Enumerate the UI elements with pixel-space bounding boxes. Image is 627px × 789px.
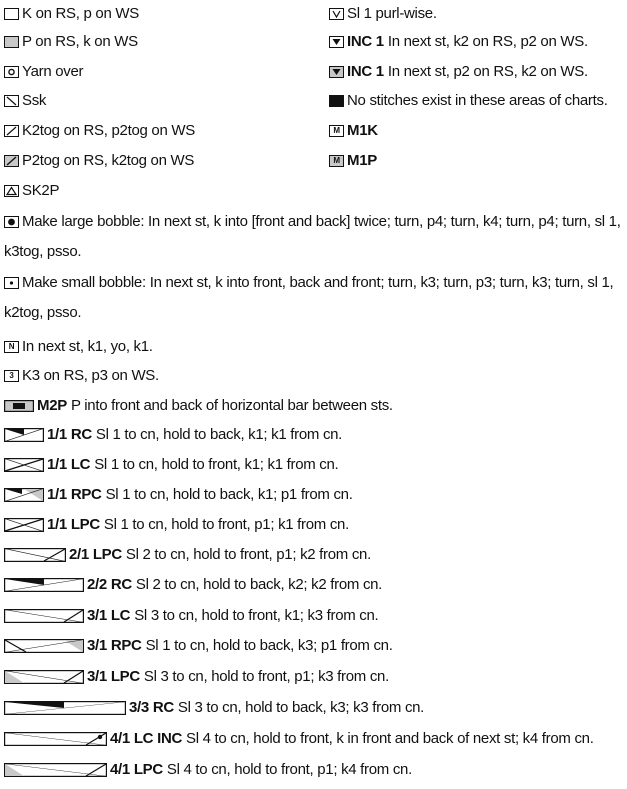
cable-3-3-rc	[4, 698, 424, 718]
cable-1-1-lc	[4, 455, 338, 475]
cable-3-1-lc-icon	[4, 609, 84, 623]
cable-text: Sl 1 to cn, hold to front, p1; k1 from cn.	[103, 516, 349, 533]
n-icon: N	[4, 341, 19, 353]
legend-no-stitch	[329, 91, 608, 111]
k3-icon: 3	[4, 370, 19, 382]
legend-text: P2tog on RS, k2tog on WS	[22, 152, 195, 169]
cable-4-1-lc-inc	[4, 729, 594, 749]
cable-1-1-lpc	[4, 515, 349, 535]
cable-4-1-lpc	[4, 760, 412, 780]
cable-1-1-lpc-icon	[4, 518, 44, 532]
legend-text: K on RS, p on WS	[22, 5, 139, 22]
legend-bold: M1K	[347, 122, 378, 139]
cable-3-3-rc-icon	[4, 701, 126, 715]
legend-p-on-rs	[4, 32, 138, 52]
cable-bold: 1/1 LPC	[47, 516, 100, 533]
legend-inc1-p2	[329, 62, 588, 82]
cable-text: Sl 1 to cn, hold to back, k3; p1 from cn.	[145, 637, 393, 654]
m1k-icon: M	[329, 125, 344, 137]
legend-sl1	[329, 4, 437, 24]
cable-bold: 3/3 RC	[129, 699, 174, 716]
legend-large-bobble	[4, 207, 624, 266]
purl-symbol-icon	[4, 36, 19, 48]
cable-bold: 3/1 LPC	[87, 668, 140, 685]
legend-k-on-rs	[4, 4, 139, 24]
legend-text: Ssk	[22, 92, 47, 109]
cable-3-1-lc	[4, 606, 378, 626]
k2tog-icon	[4, 125, 19, 137]
m2p-icon	[4, 400, 34, 412]
legend-text: K3 on RS, p3 on WS.	[22, 367, 159, 384]
legend-text: Yarn over	[22, 63, 84, 80]
legend-bold: M2P	[37, 397, 67, 414]
legend-ssk	[4, 91, 46, 111]
no-stitch-icon	[329, 95, 344, 107]
small-bobble-icon	[4, 277, 19, 289]
legend-small-bobble	[4, 268, 624, 327]
cable-bold: 3/1 RPC	[87, 637, 142, 654]
cable-bold: 4/1 LPC	[110, 761, 163, 778]
cable-2-2-rc-icon	[4, 578, 84, 592]
cable-4-1-lc-inc-icon	[4, 732, 107, 746]
cable-text: Sl 3 to cn, hold to front, k1; k3 from cn.	[134, 607, 379, 624]
slip-stitch-icon	[329, 8, 344, 20]
inc-triangle-purl-icon	[329, 66, 344, 78]
cable-3-1-lpc	[4, 667, 389, 687]
legend-bold: INC 1	[347, 33, 384, 50]
legend-m1k	[329, 121, 382, 141]
cable-bold: 2/2 RC	[87, 576, 132, 593]
knit-symbol-icon	[4, 8, 19, 20]
legend-text: In next st, p2 on RS, k2 on WS.	[387, 63, 588, 80]
cable-1-1-rpc	[4, 485, 353, 505]
cable-2-1-lpc-icon	[4, 548, 66, 562]
legend-text: Make large bobble: In next st, k into [front and back] twice; turn, p4; turn, k4; turn, p4; turn, sl 1, k3tog, psso.	[4, 213, 621, 260]
legend-text: P into front and back of horizontal bar between sts.	[70, 397, 393, 414]
cable-3-1-rpc	[4, 636, 393, 656]
legend-text: SK2P	[22, 182, 60, 199]
legend-m2p	[4, 396, 393, 416]
cable-2-2-rc	[4, 575, 382, 595]
legend-text: In next st, k2 on RS, p2 on WS.	[387, 33, 588, 50]
cable-bold: 4/1 LC INC	[110, 730, 183, 747]
legend-yarn-over	[4, 62, 83, 82]
legend-text: K2tog on RS, p2tog on WS	[22, 122, 195, 139]
cable-bold: 2/1 LPC	[69, 546, 122, 563]
legend-k3	[4, 366, 159, 386]
cable-2-1-lpc	[4, 545, 371, 565]
cable-bold: 1/1 LC	[47, 456, 91, 473]
cable-1-1-rc	[4, 425, 342, 445]
legend-n	[4, 337, 153, 357]
cable-text: Sl 3 to cn, hold to front, p1; k3 from cn.	[143, 668, 389, 685]
cable-bold: 3/1 LC	[87, 607, 131, 624]
legend-text: Make small bobble: In next st, k into front, back and front; turn, k3; turn, p3; turn, k3; turn, sl 1, k2tog, psso.	[4, 274, 614, 321]
yarn-over-icon	[4, 66, 19, 78]
legend-text: P on RS, k on WS	[22, 33, 138, 50]
m1p-icon: M	[329, 155, 344, 167]
legend-sk2p	[4, 181, 59, 201]
cable-text: Sl 1 to cn, hold to front, k1; k1 from cn.	[94, 456, 339, 473]
legend-p2tog	[4, 151, 194, 171]
sk2p-triangle-icon	[4, 185, 19, 197]
legend-bold: M1P	[347, 152, 377, 169]
cable-text: Sl 4 to cn, hold to front, p1; k4 from cn.	[166, 761, 412, 778]
legend-text: No stitches exist in these areas of charts.	[347, 92, 608, 109]
legend-text: In next st, k1, yo, k1.	[22, 338, 153, 355]
cable-1-1-rc-icon	[4, 428, 44, 442]
cable-text: Sl 2 to cn, hold to front, p1; k2 from cn.	[125, 546, 371, 563]
cable-text: Sl 1 to cn, hold to back, k1; k1 from cn.	[95, 426, 343, 443]
legend-inc1-k2	[329, 32, 588, 52]
cable-4-1-lpc-icon	[4, 763, 107, 777]
legend-k2tog	[4, 121, 195, 141]
legend-bold: INC 1	[347, 63, 384, 80]
cable-text: Sl 3 to cn, hold to back, k3; k3 from cn.	[177, 699, 425, 716]
legend-text: Sl 1 purl-wise.	[347, 5, 437, 22]
large-bobble-icon	[4, 216, 19, 228]
ssk-icon	[4, 95, 19, 107]
inc-triangle-icon	[329, 36, 344, 48]
cable-text: Sl 4 to cn, hold to front, k in front and back of next st; k4 from cn.	[186, 730, 594, 747]
cable-bold: 1/1 RC	[47, 426, 92, 443]
cable-text: Sl 2 to cn, hold to back, k2; k2 from cn.	[135, 576, 383, 593]
cable-3-1-lpc-icon	[4, 670, 84, 684]
cable-bold: 1/1 RPC	[47, 486, 102, 503]
cable-3-1-rpc-icon	[4, 639, 84, 653]
legend-m1p	[329, 151, 381, 171]
cable-text: Sl 1 to cn, hold to back, k1; p1 from cn.	[105, 486, 353, 503]
cable-1-1-rpc-icon	[4, 488, 44, 502]
cable-1-1-lc-icon	[4, 458, 44, 472]
p2tog-icon	[4, 155, 19, 167]
